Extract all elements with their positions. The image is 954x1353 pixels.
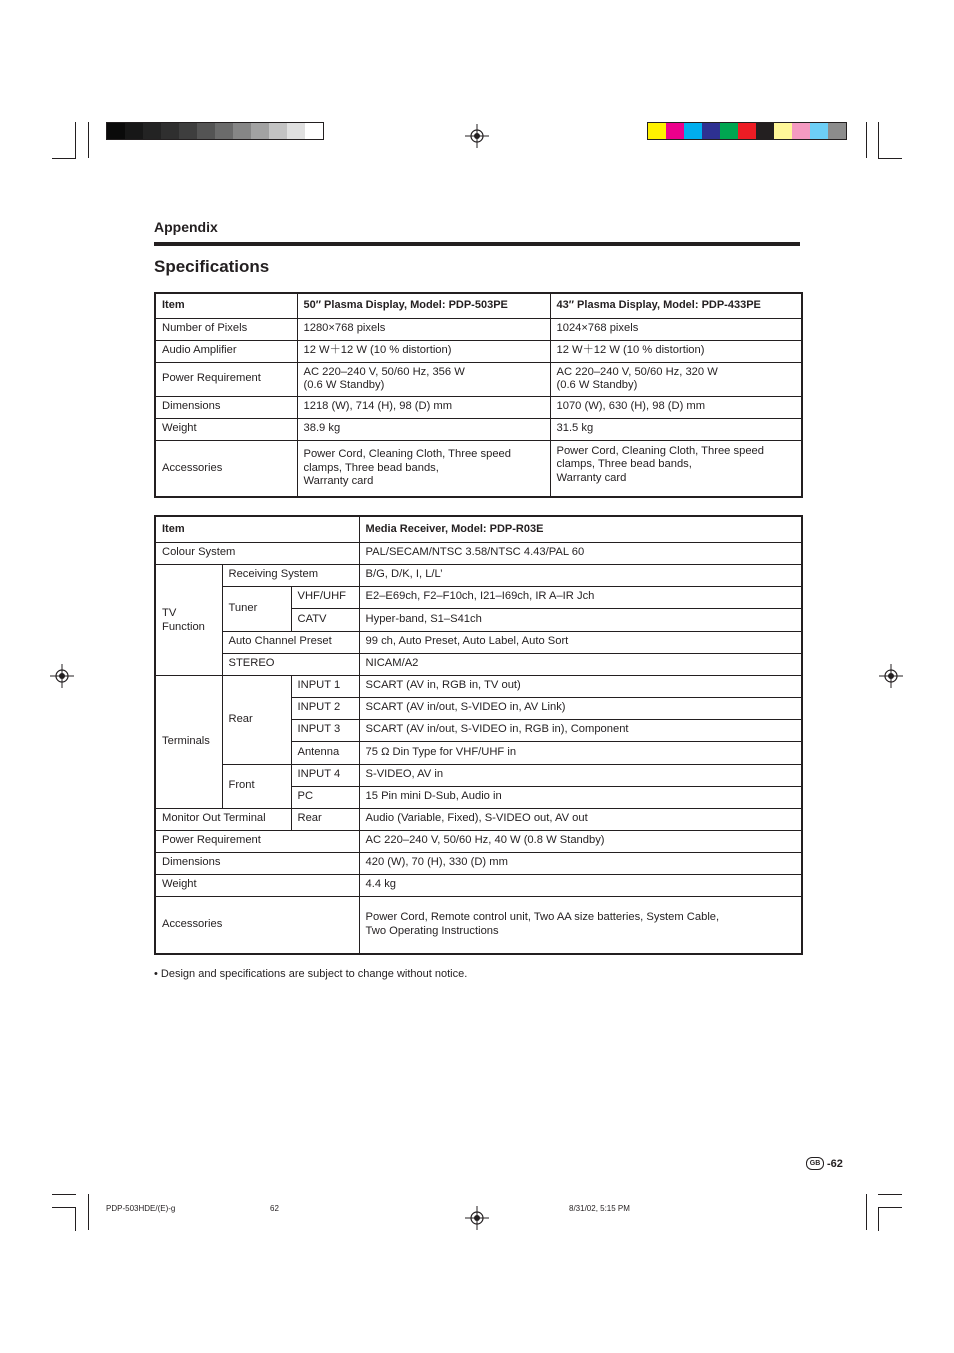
table-row [155, 362, 802, 396]
cell-value: SCART (AV in/out, S-VIDEO in, AV Link) [359, 697, 802, 719]
plasma-display-spec-table [154, 292, 803, 498]
row-label: Power Requirement [155, 830, 359, 852]
cell-value: Power Cord, Cleaning Cloth, Three speed clamps, Three bead bands, Warranty card [550, 440, 802, 497]
row-label: INPUT 2 [291, 697, 359, 719]
row-label: Power Requirement [155, 362, 297, 396]
tuner-label: Tuner [222, 586, 291, 631]
row-label: Weight [155, 874, 359, 896]
row-sublabel: Rear [291, 808, 359, 830]
process-color-bar [647, 122, 847, 140]
gray-swatch-4 [179, 123, 197, 139]
table-row [155, 340, 802, 362]
row-label: CATV [291, 608, 359, 631]
row-label: Weight [155, 418, 297, 440]
disclaimer-note: • Design and specifications are subject to change without notice. [154, 968, 468, 980]
header-item: Item [155, 293, 297, 318]
gray-swatch-1 [125, 123, 143, 139]
page-number [806, 1157, 843, 1170]
cell-value: Audio (Variable, Fixed), S-VIDEO out, AV out [359, 808, 802, 830]
table-row [155, 586, 802, 608]
row-label: Monitor Out Terminal [155, 808, 291, 830]
row-label: INPUT 4 [291, 764, 359, 786]
row-label: Auto Channel Preset [222, 631, 359, 653]
gray-swatch-9 [269, 123, 287, 139]
table-row [155, 653, 802, 675]
gray-swatch-8 [251, 123, 269, 139]
cell-value: Power Cord, Remote control unit, Two AA size batteries, System Cable, Two Operating Instructions [359, 896, 802, 954]
cell-value: 99 ch, Auto Preset, Auto Label, Auto Sort [359, 631, 802, 653]
row-label: Receiving System [222, 564, 359, 586]
cell-value: 38.9 kg [297, 418, 550, 440]
page-title: Specifications [154, 257, 270, 276]
front-label: Front [222, 764, 291, 808]
terminals-label: Terminals [155, 675, 222, 808]
color-swatch-4 [720, 123, 738, 139]
color-swatch-0 [648, 123, 666, 139]
color-swatch-10 [828, 123, 846, 139]
registration-mark-icon [465, 124, 489, 148]
cell-value: AC 220–240 V, 50/60 Hz, 356 W (0.6 W Standby) [297, 362, 550, 396]
gray-swatch-11 [305, 123, 323, 139]
cell-value: SCART (AV in, RGB in, TV out) [359, 675, 802, 697]
registration-mark-icon [879, 664, 903, 688]
table-row [155, 564, 802, 586]
row-label: Number of Pixels [155, 318, 297, 340]
header-pdp-433pe: 43″ Plasma Display, Model: PDP-433PE [550, 293, 802, 318]
table-header-row [155, 293, 802, 318]
cell-value: 1280×768 pixels [297, 318, 550, 340]
cell-value: S-VIDEO, AV in [359, 764, 802, 786]
color-swatch-8 [792, 123, 810, 139]
table-row [155, 440, 802, 497]
header-pdp-r03e: Media Receiver, Model: PDP-R03E [359, 516, 802, 542]
gray-swatch-3 [161, 123, 179, 139]
table-row [155, 542, 802, 564]
cell-value: 1024×768 pixels [550, 318, 802, 340]
cell-value: 1070 (W), 630 (H), 98 (D) mm [550, 396, 802, 418]
table-row [155, 830, 802, 852]
row-label: STEREO [222, 653, 359, 675]
footer-filename: PDP-503HDE/(E)-g [106, 1204, 176, 1213]
gray-swatch-10 [287, 123, 305, 139]
registration-mark-icon [465, 1206, 489, 1230]
color-swatch-5 [738, 123, 756, 139]
gray-swatch-2 [143, 123, 161, 139]
color-swatch-7 [774, 123, 792, 139]
table-row [155, 874, 802, 896]
cell-value: 4.4 kg [359, 874, 802, 896]
cell-value: 1218 (W), 714 (H), 98 (D) mm [297, 396, 550, 418]
cell-value: 12 W＋12 W (10 % distortion) [550, 340, 802, 362]
cell-value: E2–E69ch, F2–F10ch, I21–I69ch, IR A–IR Jch [359, 586, 802, 608]
section-divider [154, 242, 800, 246]
table-row [155, 675, 802, 697]
row-label: Accessories [155, 896, 359, 954]
grayscale-color-bar [106, 122, 324, 140]
table-row [155, 808, 802, 830]
cell-value: SCART (AV in/out, S-VIDEO in, RGB in), Component [359, 719, 802, 741]
gray-swatch-0 [107, 123, 125, 139]
row-label: Accessories [155, 440, 297, 497]
gray-swatch-6 [215, 123, 233, 139]
gb-language-icon: GB [806, 1157, 824, 1170]
cell-value: 420 (W), 70 (H), 330 (D) mm [359, 852, 802, 874]
row-label: Dimensions [155, 396, 297, 418]
cell-value: NICAM/A2 [359, 653, 802, 675]
cell-value: AC 220–240 V, 50/60 Hz, 40 W (0.8 W Standby) [359, 830, 802, 852]
color-swatch-9 [810, 123, 828, 139]
table-row [155, 896, 802, 954]
cell-value: 12 W＋12 W (10 % distortion) [297, 340, 550, 362]
gray-swatch-7 [233, 123, 251, 139]
table-row [155, 764, 802, 786]
table-row [155, 852, 802, 874]
table-row [155, 631, 802, 653]
cell-value: 75 Ω Din Type for VHF/UHF in [359, 741, 802, 764]
color-swatch-2 [684, 123, 702, 139]
row-label: Audio Amplifier [155, 340, 297, 362]
footer-timestamp: 8/31/02, 5:15 PM [569, 1204, 630, 1213]
registration-mark-icon [50, 664, 74, 688]
table-header-row [155, 516, 802, 542]
cell-value: Power Cord, Cleaning Cloth, Three speed clamps, Three bead bands, Warranty card [297, 440, 550, 497]
cell-value: 15 Pin mini D-Sub, Audio in [359, 786, 802, 808]
cell-value: AC 220–240 V, 50/60 Hz, 320 W (0.6 W Standby) [550, 362, 802, 396]
header-pdp-503pe: 50″ Plasma Display, Model: PDP-503PE [297, 293, 550, 318]
row-label: Dimensions [155, 852, 359, 874]
cell-value: Hyper-band, S1–S41ch [359, 608, 802, 631]
row-label: INPUT 1 [291, 675, 359, 697]
row-label: Colour System [155, 542, 359, 564]
footer-page: 62 [270, 1204, 279, 1213]
row-label: VHF/UHF [291, 586, 359, 608]
color-swatch-3 [702, 123, 720, 139]
row-label: PC [291, 786, 359, 808]
cell-value: B/G, D/K, I, L/L’ [359, 564, 802, 586]
page-number-value: -62 [827, 1157, 843, 1170]
header-item: Item [155, 516, 359, 542]
color-swatch-1 [666, 123, 684, 139]
cell-value: 31.5 kg [550, 418, 802, 440]
rear-label: Rear [222, 675, 291, 764]
table-row [155, 318, 802, 340]
media-receiver-spec-table [154, 515, 803, 955]
cell-value: PAL/SECAM/NTSC 3.58/NTSC 4.43/PAL 60 [359, 542, 802, 564]
row-label: Antenna [291, 741, 359, 764]
table-row [155, 396, 802, 418]
tv-function-label: TV Function [155, 564, 222, 675]
table-row [155, 418, 802, 440]
gray-swatch-5 [197, 123, 215, 139]
section-label: Appendix [154, 219, 218, 235]
color-swatch-6 [756, 123, 774, 139]
row-label: INPUT 3 [291, 719, 359, 741]
